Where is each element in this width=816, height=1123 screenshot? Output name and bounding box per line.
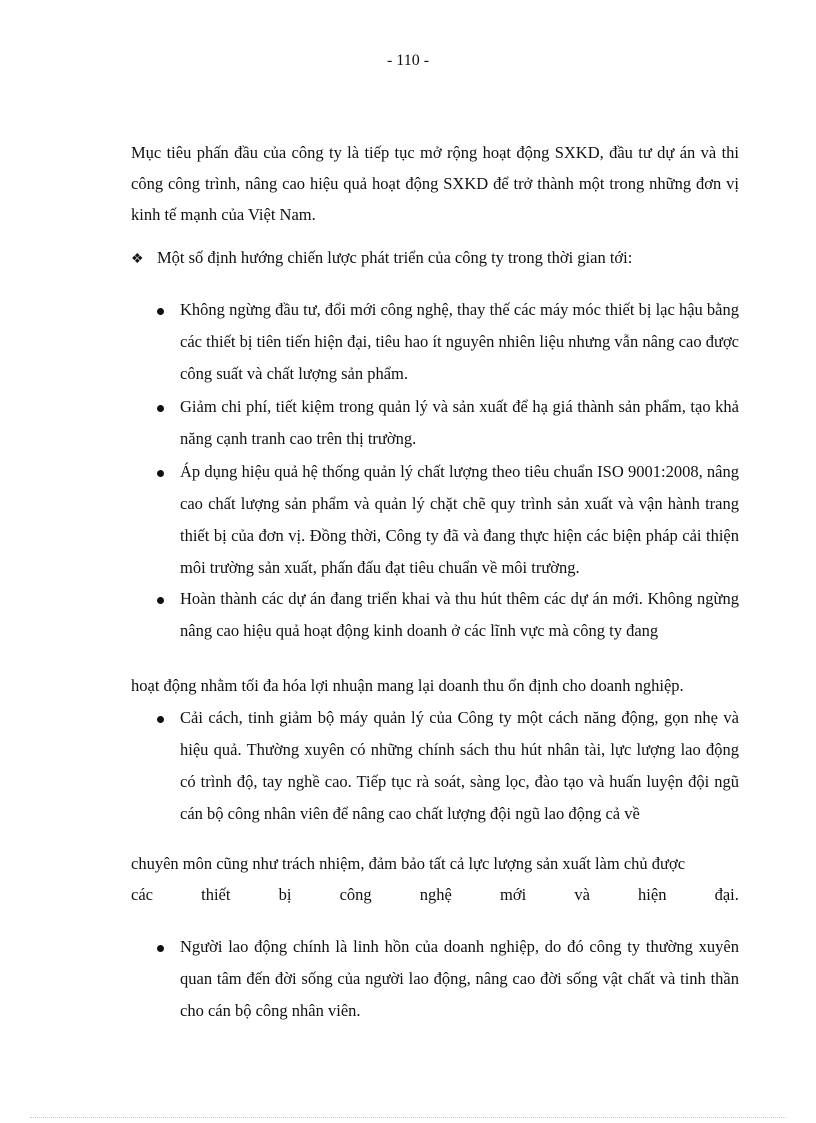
bullet-item-6: Người lao động chính là linh hồn của doanh nghiệp, do đó công ty thường xuyên quan tâm đến đời sống của người lao động, nâng cao đời sống vật chất và tinh thần cho cán bộ công nhân viên.: [180, 937, 739, 1020]
word: mới: [500, 885, 527, 904]
bullet-item-4: Hoàn thành các dự án đang triển khai và thu hút thêm các dự án mới. Không ngừng nâng cao hiệu quả hoạt động kinh doanh ở các lĩnh vực mà công ty đang: [180, 589, 739, 640]
bullet-item-5: Cải cách, tinh giảm bộ máy quản lý của Công ty một cách năng động, gọn nhẹ và hiệu quả. Thường xuyên có những chính sách thu hút nhân tài, lực lượng lao động có trình độ, tay nghề cao. Tiếp tục rà soát, sàng lọc, đào tạo và huấn luyện đội ngũ cán bộ công nhân viên để nâng cao chất lượng đội ngũ lao động cả về: [180, 708, 739, 823]
bullet-4-continuation: hoạt động nhằm tối đa hóa lợi nhuận mang lại doanh thu ổn định cho doanh nghiệp.: [131, 676, 684, 695]
word: bị: [278, 885, 292, 904]
bullet-dot-icon: [157, 470, 164, 477]
bullet-dot-icon: [157, 308, 164, 315]
word: nghệ: [419, 885, 452, 904]
continuation-line-1: chuyên môn cũng như trách nhiệm, đảm bảo tất cả lực lượng sản xuất làm chủ được: [131, 854, 686, 873]
bullet-item-1: Không ngừng đầu tư, đổi mới công nghệ, thay thế các máy móc thiết bị lạc hậu bằng các thiết bị tiên tiến hiện đại, tiêu hao ít nguyên nhiên liệu nhưng vẫn nâng cao được công suất và chất lượng sản phẩm.: [180, 300, 739, 383]
strategy-heading-text: Một số định hướng chiến lược phát triển của công ty trong thời gian tới:: [157, 248, 633, 267]
bullet-item-3: Áp dụng hiệu quả hệ thống quản lý chất lượng theo tiêu chuẩn ISO 9001:2008, nâng cao chất lượng sản phẩm và quản lý chặt chẽ quy trình sản xuất và vận hành trang thiết bị của đơn vị. Đồng thời, Công ty đã và đang thực hiện các biện pháp cải thiện môi trường sản xuất, phấn đấu đạt tiêu chuẩn về môi trường.: [180, 462, 739, 577]
bullet-dot-icon: [157, 716, 164, 723]
word: thiết: [201, 885, 231, 904]
strategy-heading: [131, 242, 739, 275]
word: các: [131, 885, 153, 904]
word: công: [339, 885, 372, 904]
bullet-dot-icon: [157, 405, 164, 412]
word: đại.: [714, 885, 739, 904]
page-bottom-divider: [30, 1117, 786, 1118]
continuation-line-2: [131, 879, 739, 910]
intro-paragraph: Mục tiêu phấn đầu của công ty là tiếp tục mở rộng hoạt động SXKD, đầu tư dự án và thi công công trình, nâng cao hiệu quả hoạt động SXKD để trở thành một trong những đơn vị kinh tế mạnh của Việt Nam.: [131, 143, 739, 224]
page-number: - 110 -: [386, 52, 430, 69]
diamond-bullet-icon: ❖: [131, 252, 144, 267]
bullet-dot-icon: [157, 597, 164, 604]
word: và: [574, 885, 590, 904]
bullet-item-2: Giảm chi phí, tiết kiệm trong quản lý và sản xuất để hạ giá thành sản phẩm, tạo khả năng cạnh tranh cao trên thị trường.: [180, 397, 739, 448]
bullet-dot-icon: [157, 945, 164, 952]
bullet-5-continuation: [131, 848, 739, 910]
word: hiện: [638, 885, 667, 904]
